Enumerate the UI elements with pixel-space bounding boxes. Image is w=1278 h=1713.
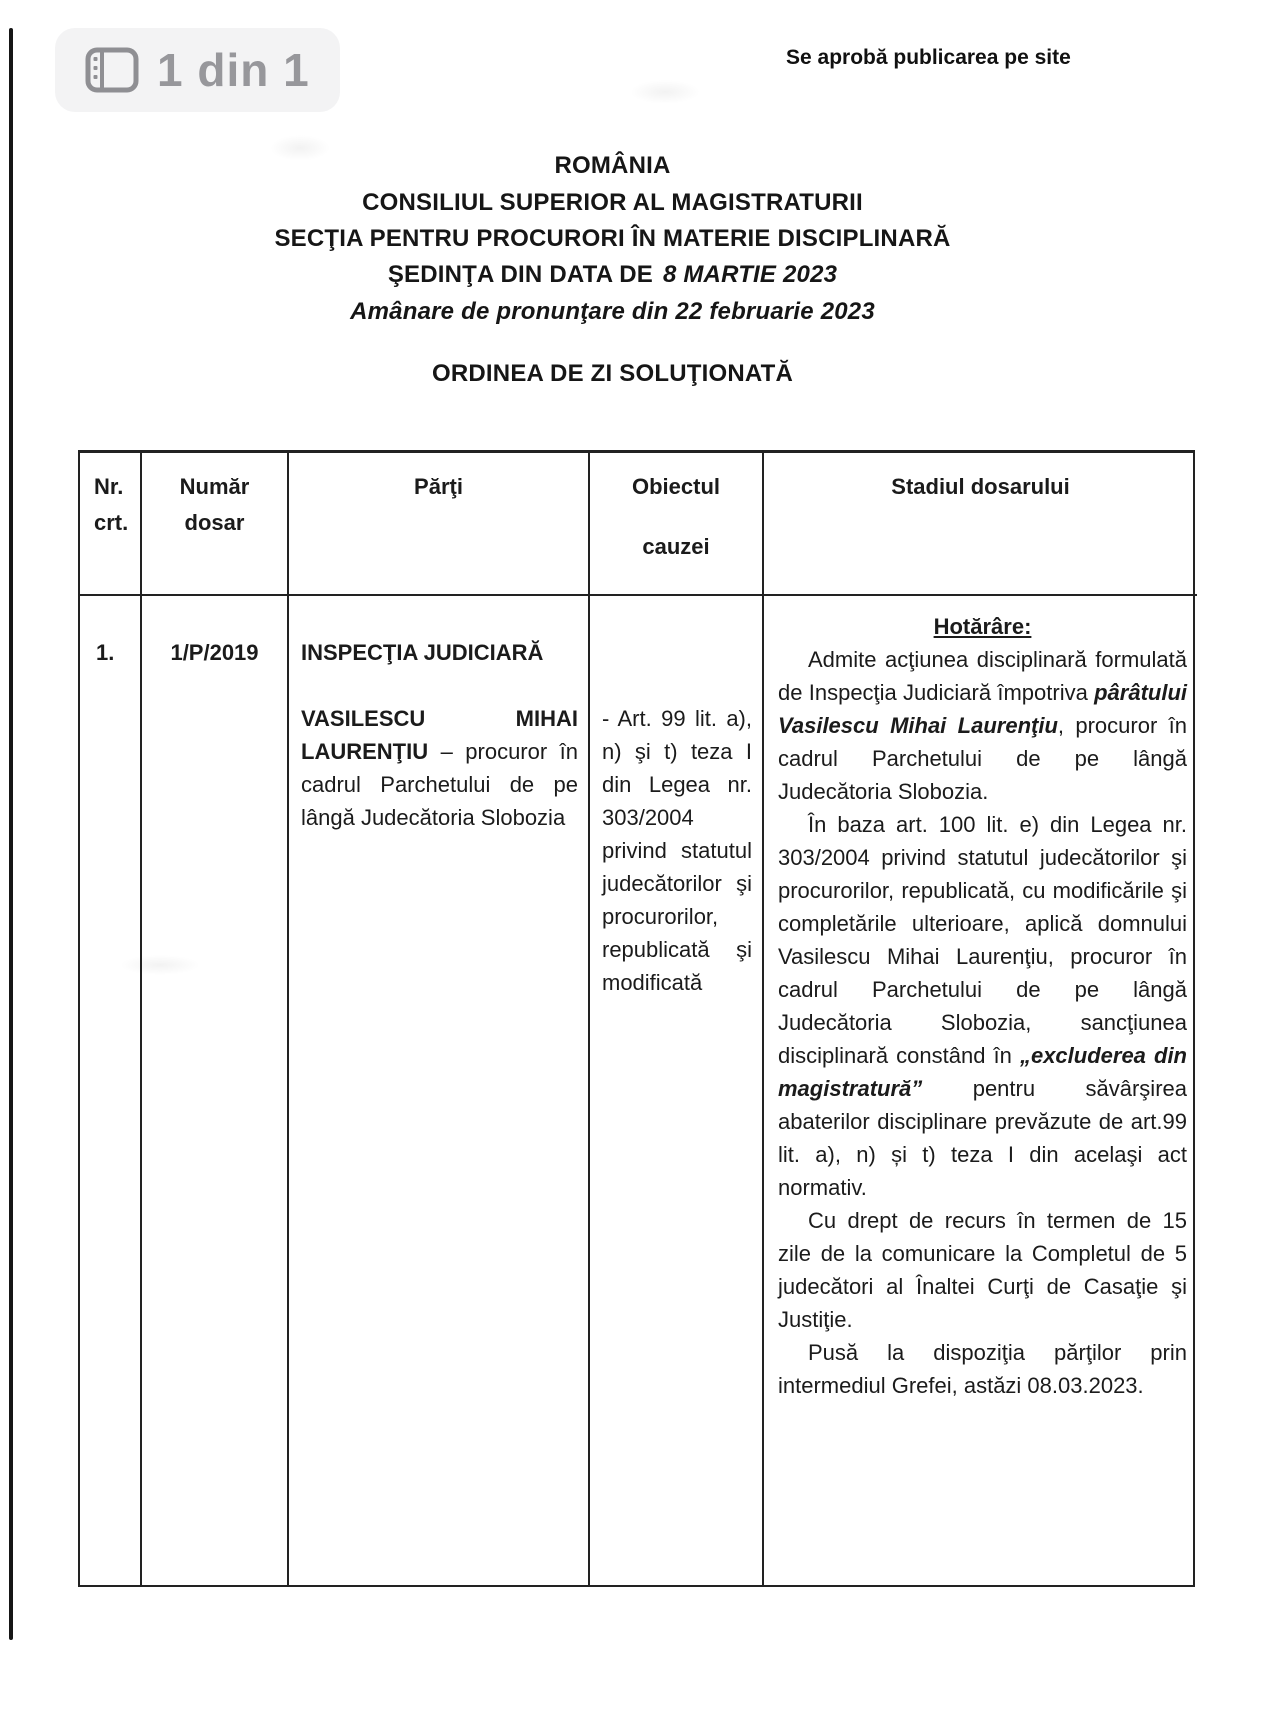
header-session-date (0, 261, 1225, 289)
text-segment: În baza art. 100 lit. e) din Legea nr. 303/2004 privind statutul judecătorilor şi procurorilor, republicată, cu modificările şi completările ulterioare, aplică domnului Vasilescu Mihai Laurenţiu, procuror în cadrul Parchetului de pe lângă Judecătoria Slobozia, sancţiunea disciplinară constând în (778, 812, 1187, 1068)
col-header-crt: crt. (94, 510, 129, 535)
session-prefix: ŞEDINŢA DIN DATA DE (387, 261, 653, 288)
col-header-dosar-line1: Număr (179, 474, 250, 499)
text-segment: – procuror în cadrul Parchetului de pe lângă Judecătoria Slobozia (301, 739, 578, 830)
paragraph (778, 808, 1187, 1204)
col-header-parti-label: Părţi (414, 474, 463, 499)
col-header-dosar (142, 453, 289, 596)
text-segment: Admite acţiunea disciplinară formulată de Inspecţia Judiciară împotriva (778, 647, 1187, 705)
row-dosar-cell: 1/P/2019 (142, 596, 289, 1585)
text-segment: Cu drept de recurs în termen de 15 zile de la comunicare la Completul de 5 judecători al Înaltei Curţi de Casaţie şi Justiţie. (778, 1208, 1187, 1332)
row-parti-cell (289, 596, 590, 1585)
header-country: ROMÂNIA (554, 152, 671, 179)
text-segment: Hotărâre: (933, 614, 1032, 639)
col-header-stadiu (764, 453, 1197, 596)
paragraph (778, 1204, 1187, 1336)
row-stadiu-cell (764, 596, 1197, 1585)
paragraph (301, 702, 578, 834)
text-segment: pârâtului Vasilescu Mihai Laurenţiu (778, 680, 1187, 738)
row-obiect-cell (590, 596, 764, 1585)
col-header-nr: Nr. (94, 474, 124, 499)
obiect-paragraph: - Art. 99 lit. a), n) şi t) teza I din Legea nr. 303/2004 privind statutul judecătorilor şi procurorilor, republicată şi modificată (602, 706, 752, 995)
text-segment: pentru săvârşirea abaterilor disciplinare prevăzute de art.99 lit. a), n) și t) teza I din acelaşi act normativ. (778, 1076, 1187, 1200)
scan-smudge (630, 80, 700, 104)
header-postponement: Amânare de pronunţare din 22 februarie 2023 (350, 298, 875, 325)
text-segment: VASILESCU MIHAI LAURENŢIU (301, 706, 578, 764)
pages-panel-icon (85, 47, 139, 93)
paragraph (301, 636, 578, 669)
col-header-obiect (590, 453, 764, 596)
text-segment: INSPECŢIA JUDICIARĂ (301, 640, 544, 665)
paragraph (778, 610, 1187, 643)
col-header-parti (289, 453, 590, 596)
text-segment: , procuror în cadrul Parchetului de pe lângă Judecătoria Slobozia. (778, 713, 1188, 804)
page-indicator-label: 1 din 1 (157, 44, 310, 96)
header-section: SECŢIA PENTRU PROCURORI ÎN MATERIE DISCIPLINARĂ (274, 225, 951, 252)
agenda-table (78, 450, 1195, 1587)
paragraph (778, 1336, 1187, 1402)
row-nr-cell: 1. (80, 596, 142, 1585)
col-header-obiect-line2: cauzei (642, 534, 710, 559)
col-header-nr-crt (80, 453, 142, 596)
page-indicator-badge[interactable] (55, 28, 340, 112)
col-header-stadiu-label: Stadiul dosarului (891, 474, 1070, 499)
paragraph (778, 643, 1187, 808)
header-council: CONSILIUL SUPERIOR AL MAGISTRATURII (362, 189, 863, 216)
text-segment: Pusă la dispoziţia părţilor prin intermediul Grefei, astăzi 08.03.2023. (778, 1340, 1187, 1398)
col-header-obiect-line1: Obiectul (631, 474, 720, 499)
approval-note: Se aprobă publicarea pe site (786, 46, 1071, 69)
text-segment: „excluderea din magistratură” (778, 1043, 1187, 1101)
col-header-dosar-line2: dosar (184, 510, 245, 535)
session-date: 8 MARTIE 2023 (662, 261, 838, 288)
agenda-title: ORDINEA DE ZI SOLUŢIONATĂ (432, 360, 793, 387)
